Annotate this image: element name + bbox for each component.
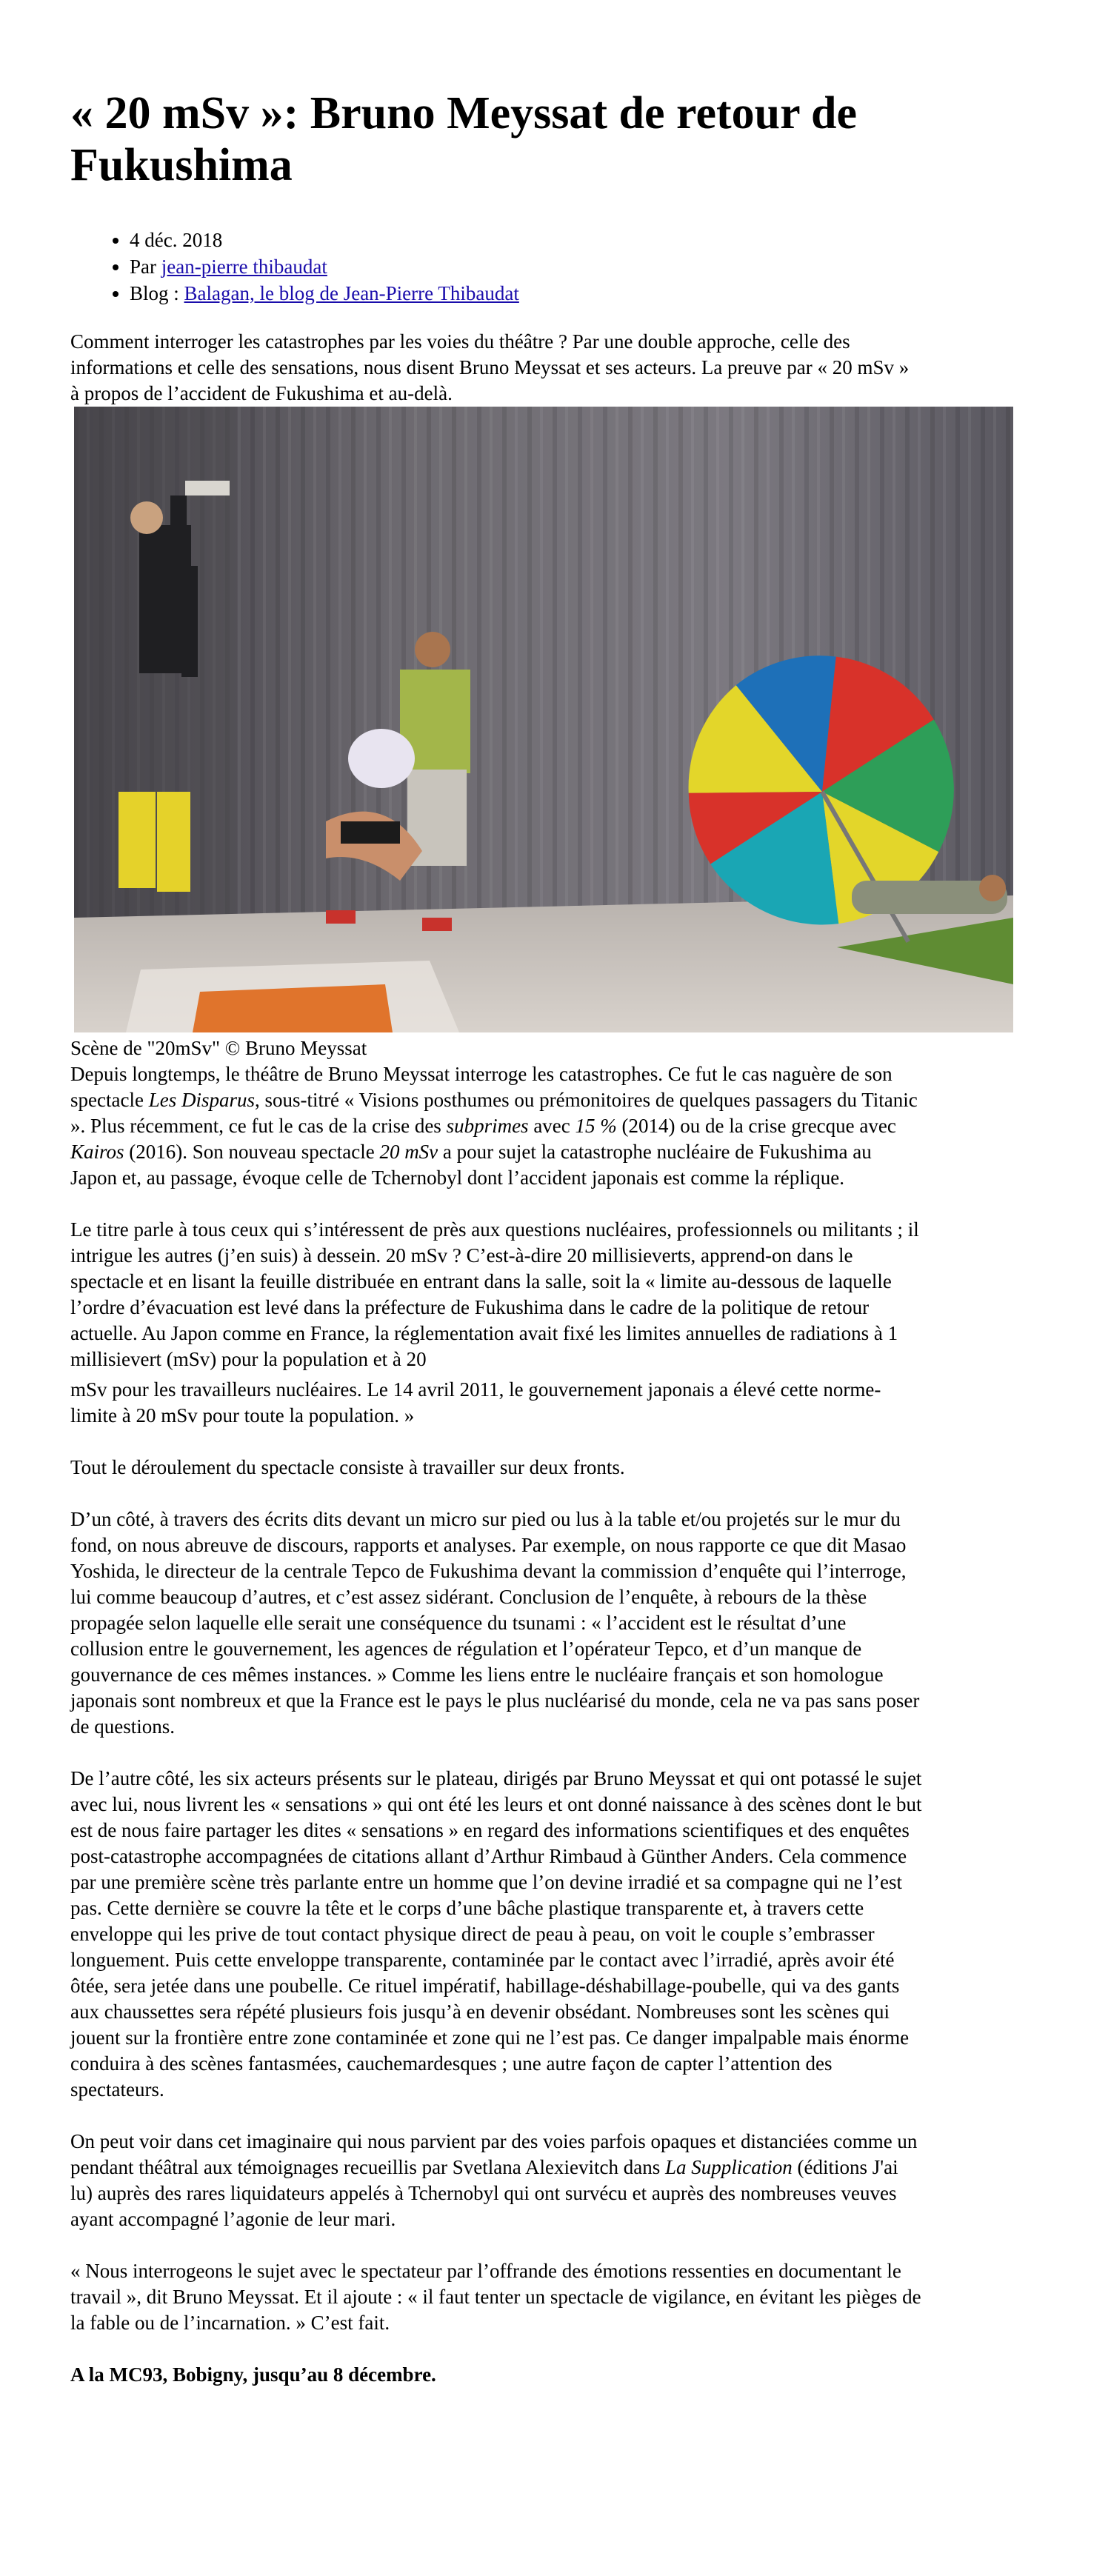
p1-h: Kairos <box>70 1141 124 1163</box>
paragraph-1 <box>70 1061 922 1191</box>
p1-e: avec <box>528 1115 575 1137</box>
photo-caption: Scène de "20mSv" © Bruno Meyssat <box>70 1037 367 1059</box>
p1-j: 20 mSv <box>379 1141 438 1163</box>
paragraph-3: Tout le déroulement du spectacle consiste à travailler sur deux fronts. <box>70 1456 625 1478</box>
article-title: « 20 mSv »: Bruno Meyssat de retour de Fukushima <box>70 88 857 190</box>
paragraph-4: D’un côté, à travers des écrits dits devant un micro sur pied ou lus à la table et/ou projetés sur le mur du fond, on nous abreuve de discours, rapports et analyses. Par exemple, on nous rapporte ce que dit Masao Yoshida, le directeur de la centrale Tepco de Fukushima devant la commission d’enquête qui l’interroge, lui comme beaucoup d’autres, et c’est assez sidérant. Conclusion de l’enquête, à rebours de la thèse propagée selon laquelle elle serait une conséquence du tsunami : « l’accident est le résultat d’une collusion entre le gouvernement, les agences de régulation et l’opérateur Tepco, et d’un manque de gouvernance de ces mêmes instances. » Comme les liens entre le nucléaire français et son homologue japonais sont nombreux et que la France est le pays le plus nucléarisé du monde, cela ne va pas sans poser de questions. <box>70 1508 920 1738</box>
article-lead: Comment interroger les catastrophes par les voies du théâtre ? Par une double approche, celle des informations et celle des sensations, nous disent Bruno Meyssat et ses acteurs. La preuve par « 20 mSv » à propos de l’accident de Fukushima et au-delà. <box>70 330 910 404</box>
p1-b: Les Disparus <box>148 1089 255 1111</box>
meta-date: • 4 déc. 2018 <box>130 227 922 253</box>
paragraph-7: « Nous interrogeons le sujet avec le spectateur par l’offrande des émotions ressenties en documentant le travail », dit Bruno Meyssat. Et il ajoute : « il faut tenter un spectacle de vigilance, en évitant les pièges de la fable ou de l’incarnation. » C’est fait. <box>70 2260 921 2334</box>
stage-photo <box>74 407 1013 1032</box>
p6-b: La Supplication <box>664 2156 793 2178</box>
paragraph-2-end: mSv pour les travailleurs nucléaires. Le 14 avril 2011, le gouvernement japonais a élevé cette norme-limite à 20 mSv pour toute la population. » <box>70 1378 881 1427</box>
article <box>70 0 922 2388</box>
meta-blog <box>130 280 922 307</box>
p1-d: subprimes <box>446 1115 529 1137</box>
p1-i: (2016). Son nouveau spectacle <box>124 1141 380 1163</box>
venue-info: A la MC93, Bobigny, jusqu’au 8 décembre. <box>70 2363 436 2386</box>
p1-a: Depuis longtemps, le théâtre de Bruno Meyssat interroge les catastrophes. Ce fut le cas naguère de son spectacle <box>70 1063 893 1111</box>
p1-f: 15 % <box>575 1115 617 1137</box>
meta-by-prefix: Par <box>130 256 161 278</box>
p1-k: a pour sujet la catastrophe nucléaire de Fukushima au Japon et, au passage, évoque celle de Tchernobyl dont l’accident japonais est comme la réplique. <box>70 1141 872 1189</box>
p1-g: (2014) ou de la crise grecque avec <box>616 1115 896 1137</box>
article-meta <box>70 227 922 307</box>
meta-author <box>130 253 922 280</box>
p6-a: On peut voir dans cet imaginaire qui nous parvient par des voies parfois opaques et distanciées comme un pendant théâtral aux témoignages recueillis par Svetlana Alexievitch dans <box>70 2130 918 2178</box>
paragraph-6 <box>70 2129 922 2232</box>
p6-c: (éditions J'ai lu) auprès des rares liquidateurs appelés à Tchernobyl qui ont survécu et auprès des nombreuses veuves ayant accompagné l’agonie de leur mari. <box>70 2156 898 2230</box>
paragraph-5: De l’autre côté, les six acteurs présents sur le plateau, dirigés par Bruno Meyssat et qui ont potassé le sujet avec lui, nous livrent les « sensations » qui ont été les leurs et ont donné naissance à des scènes dont le but est de nous faire partager les dites « sensations » en regard des informations scientifiques et des enquêtes post-catastrophe accompagnées de citations allant d’Arthur Rimbaud à Günther Anders. Cela commence par une première scène très parlante entre un homme que l’on devine irradié et sa compagne qui ne l’est pas. Cette dernière se couvre la tête et le corps d’une bâche plastique transparente et, à travers cette enveloppe qui les prive de tout contact physique direct de peau à peau, on voit le couple s’embrasser longuement. Puis cette enveloppe transparente, contaminée par le contact avec l’irradié, après avoir été ôtée, sera jetée dans une poubelle. Ce rituel impératif, habillage-déshabillage-poubelle, qui va des gants aux chaussettes sera répété plusieurs fois jusqu’à en devenir obsédant. Nombreuses sont les scènes qui jouent sur la frontière entre zone contaminée et zone qui ne l’est pas. Ce danger impalpable mais énorme conduira à des scènes fantasmées, cauchemardesques ; une autre façon de capter l’attention des spectateurs. <box>70 1767 922 2100</box>
author-link[interactable]: jean-pierre thibaudat <box>161 256 327 278</box>
meta-blog-prefix: Blog : <box>130 282 184 304</box>
p1-c: , sous-titré « Visions posthumes ou prémonitoires de quelques passagers du Titanic ». Plus récemment, ce fut le cas de la crise des <box>70 1089 918 1137</box>
paragraph-2: Le titre parle à tous ceux qui s’intéressent de près aux questions nucléaires, professionnels ou militants ; il intrigue les autres (j’en suis) à dessein. 20 mSv ? C’est-à-dire 20 millisieverts, apprend-on dans le spectacle et en lisant la feuille distribuée en entrant dans la salle, soit la « limite au-dessous de laquelle l’ordre d’évacuation est levé dans la préfecture de Fukushima dans le cadre de la politique de retour actuelle. Au Japon comme en France, la réglementation avait fixé les limites annuelles de radiations à 1 millisievert (mSv) pour la population et à 20 <box>70 1218 919 1370</box>
blog-link[interactable]: Balagan, le blog de Jean-Pierre Thibaudat <box>184 282 519 304</box>
